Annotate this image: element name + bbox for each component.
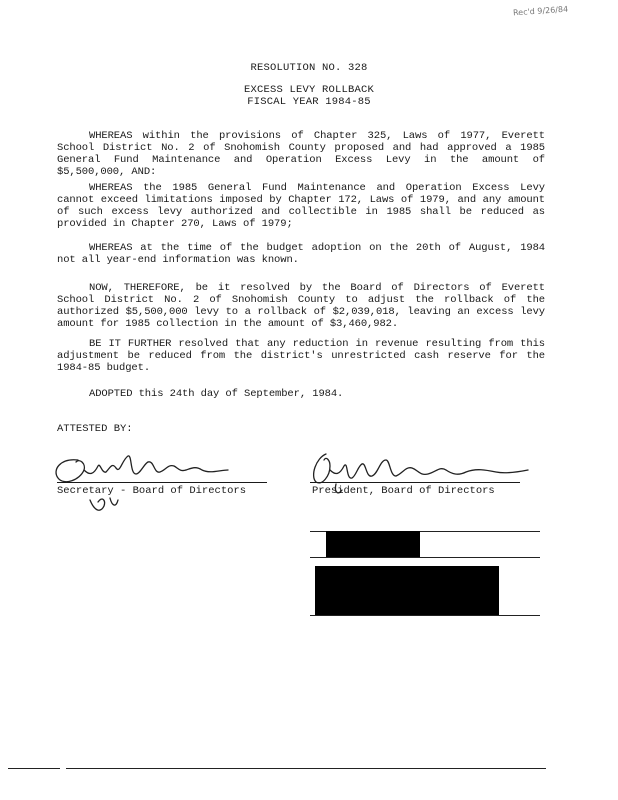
paragraph-whereas-2: WHEREAS the 1985 General Fund Maintenance and Operation Excess Levy cannot exceed limitations imposed by Chapter 172, Laws of 1979, and any amount of such excess levy authorized and collectible in 1985 shall be reduced as provided in Chapter 270, Laws of 1979; xyxy=(57,182,545,230)
president-label: President, Board of Directors xyxy=(312,485,495,497)
paragraph-whereas-3: WHEREAS at the time of the budget adoption on the 20th of August, 1984 not all year-end information was known. xyxy=(57,242,545,266)
president-signature-line xyxy=(310,482,520,483)
corner-received-note: Rec'd 9/26/84 xyxy=(512,4,569,18)
redaction-block-small xyxy=(326,531,420,557)
secretary-signature-line xyxy=(57,482,267,483)
secretary-label: Secretary - Board of Directors xyxy=(57,485,247,497)
paragraph-adopted: ADOPTED this 24th day of September, 1984. xyxy=(89,388,344,400)
redaction-middle-rule xyxy=(310,557,540,558)
redaction-bottom-rule xyxy=(310,615,540,616)
attested-by-label: ATTESTED BY: xyxy=(57,423,133,435)
paragraph-be-it-further: BE IT FURTHER resolved that any reduction in revenue resulting from this adjustment be reduced from the district's unrestricted cash reserve for the 1984-85 budget. xyxy=(57,338,545,374)
resolution-subject-line2: FISCAL YEAR 1984-85 xyxy=(247,96,371,108)
paragraph-now-therefore: NOW, THEREFORE, be it resolved by the Board of Directors of Everett School District No. 2 of Snohomish County to adjust the rollback of the authorized $5,500,000 levy to a rollback of $2,039,018, leaving an excess levy amount for 1985 collection in the amount of $3,460,982. xyxy=(57,282,545,330)
resolution-number: RESOLUTION NO. 328 xyxy=(250,62,368,74)
president-signature-icon xyxy=(296,446,536,506)
footer-rule-left xyxy=(8,768,60,769)
redaction-block-large xyxy=(315,566,499,615)
paragraph-whereas-1: WHEREAS within the provisions of Chapter 325, Laws of 1977, Everett School District No. 2 of Snohomish County proposed and had approved a 1985 General Fund Maintenance and Operation Excess Levy in the amount of $5,500,000, AND: xyxy=(57,130,545,178)
secretary-signature-icon xyxy=(50,440,260,520)
footer-rule-right xyxy=(66,768,546,769)
resolution-subject-line1: EXCESS LEVY ROLLBACK xyxy=(243,84,375,96)
